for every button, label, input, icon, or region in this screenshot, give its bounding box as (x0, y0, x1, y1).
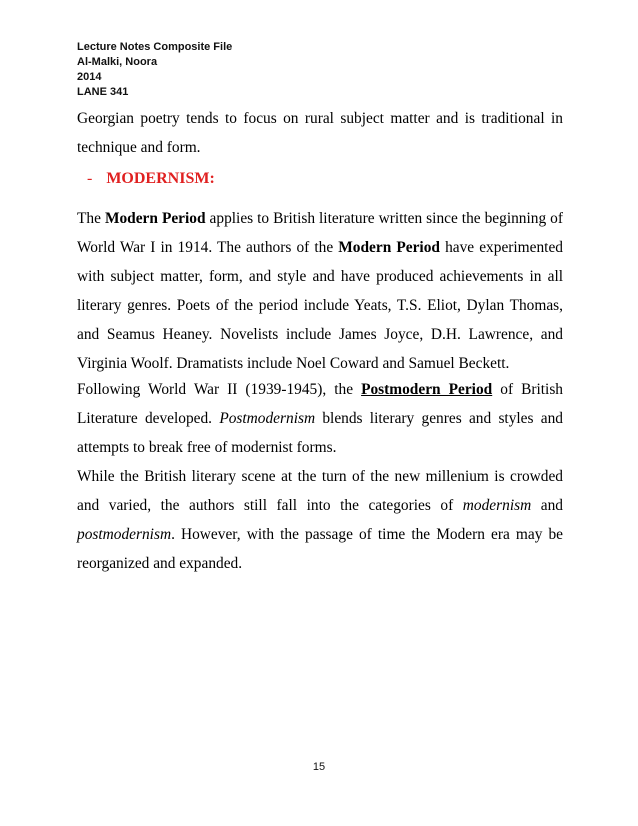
text-run: applies to British literature written since the beginning of World War I in 1914. The authors of the (77, 210, 563, 256)
bold-underlined-term: Postmodern Period (361, 381, 493, 398)
heading-title: MODERNISM: (106, 170, 215, 187)
italic-term: postmodernism (77, 526, 172, 543)
text-run: . However, with the passage of time the Modern era may be reorganized and expanded. (77, 526, 563, 572)
page-number: 15 (312, 761, 326, 773)
text-run: of British Literature developed. (77, 381, 563, 427)
text-run: and (531, 497, 563, 514)
text-run: have experimented with subject matter, form, and style and have produced achievements in all literary genres. Poets of the period include Yeats, T.S. Eliot, Dylan Thomas, and Seamus Heaney. Novelists include James Joyce, D.H. Lawrence, and Virginia Woolf. Dramatists include Noel Coward and Samuel Beckett. (77, 239, 563, 372)
italic-term: modernism (462, 497, 532, 514)
header-course: LANE 341 (77, 86, 129, 98)
paragraph-georgian (77, 104, 563, 162)
heading-bullet: - (87, 170, 93, 187)
paragraph-georgian-text: Georgian poetry tends to focus on rural subject matter and is traditional in technique and form. (77, 110, 563, 156)
paragraph-postmodern-period (77, 375, 563, 462)
text-run: While the British literary scene at the turn of the new millenium is crowded and varied, the authors still fall into the categories of (77, 468, 563, 514)
page-header (77, 40, 232, 100)
bold-term: Modern Period (338, 239, 440, 256)
text-run: Following World War II (1939-1945), the (77, 381, 362, 398)
text-run: The (77, 210, 105, 227)
italic-term: Postmodernism (219, 410, 316, 427)
header-year: 2014 (77, 71, 102, 83)
section-heading (87, 170, 215, 188)
text-run: blends literary genres and styles and attempts to break free of modernist forms. (77, 410, 563, 456)
header-file-title: Lecture Notes Composite File (77, 41, 233, 53)
bold-term: Modern Period (104, 210, 206, 227)
paragraph-modern-period (77, 204, 563, 378)
header-author: Al-Malki, Noora (77, 56, 158, 68)
paragraph-british-scene (77, 462, 563, 578)
